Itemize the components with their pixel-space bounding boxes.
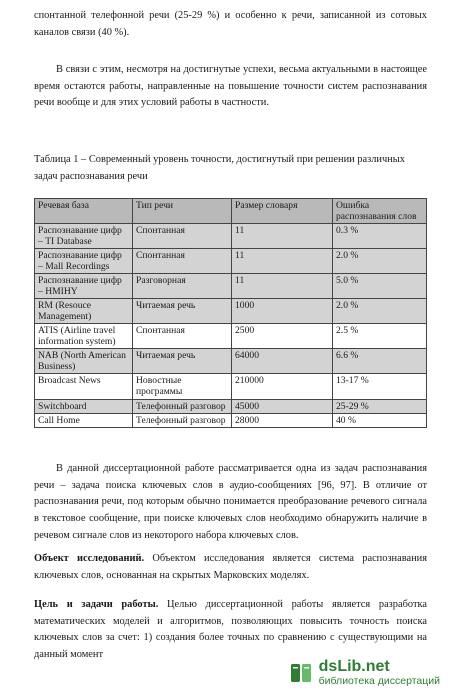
table-row [35,374,427,399]
cell-speech-type: Спонтанная [133,224,232,249]
cell-error-rate: 2.0 % [333,249,427,274]
table-row [35,413,427,427]
cell-vocab-size: 2500 [232,324,333,349]
cell-vocab-size: 11 [232,249,333,274]
header-error-rate: Ошибка распознавания слов [333,199,427,224]
cell-speech-type: Читаемая речь [133,299,232,324]
header-vocab-size: Размер словаря [232,199,333,224]
cell-error-rate: 40 % [333,413,427,427]
cell-error-rate: 5.0 % [333,274,427,299]
cell-error-rate: 6.6 % [333,349,427,374]
cell-speech-base: Распознавание цифр – TI Database [35,224,133,249]
object-text: Объектом исследования является система распознавания ключевых слов, основанная на скрытых Марковских моделях. [34,553,428,581]
cell-vocab-size: 64000 [232,349,333,374]
cell-speech-type: Телефонный разговор [133,399,232,413]
goal-text: Целью диссертационной работы является разработка математических моделей и алгоритмов, позволяющих повысить точность поиска ключевых слов за счет: 1) создания более точных по сравнению с существующими на данный момент [34,599,427,660]
cell-speech-type: Телефонный разговор [133,413,232,427]
dslib-watermark [289,659,440,687]
table-header-row [35,199,427,224]
dslib-logo-icon [289,660,315,686]
cell-vocab-size: 11 [232,274,333,299]
cell-speech-type: Разговорная [133,274,232,299]
table-row [35,324,427,349]
cell-speech-base: Распознавание цифр – HMIHY [35,274,133,299]
table-caption: Таблица 1 – Современный уровень точности, достигнутый при решении различных задач распознавания речи [34,154,405,182]
paragraph-2: В связи с этим, несмотря на достигнутые успехи, весьма актуальными в настоящее время остаются работы, направленные на повышение точности систем распознавания речи вообще и для этих условий работы в частности. [34,64,427,109]
paragraph-object [34,551,427,584]
header-speech-base: Речевая база [35,199,133,224]
paragraph-1: спонтанной телефонной речи (25-29 %) и особенно к речи, записанной из сотовых каналов связи (40 %). [34,10,427,38]
table-row [35,349,427,374]
cell-vocab-size: 45000 [232,399,333,413]
cell-speech-type: Новостные программы [133,374,232,399]
cell-error-rate: 2.5 % [333,324,427,349]
cell-vocab-size: 210000 [232,374,333,399]
table-row [35,249,427,274]
watermark-subtitle: библиотека диссертаций [318,674,440,687]
cell-error-rate: 2.0 % [333,299,427,324]
cell-speech-type: Читаемая речь [133,349,232,374]
cell-speech-base: NAB (North American Business) [35,349,133,374]
cell-vocab-size: 28000 [232,413,333,427]
cell-error-rate: 25-29 % [333,399,427,413]
cell-error-rate: 13-17 % [333,374,427,399]
cell-speech-base: Broadcast News [35,374,133,399]
goal-heading: Цель и задачи работы. [34,599,159,610]
watermark-name: dsLib.net [318,658,390,676]
table-row [35,274,427,299]
cell-speech-base: RM (Resouce Management) [35,299,133,324]
header-speech-type: Тип речи [133,199,232,224]
paragraph-3: В данной диссертационной работе рассматривается одна из задач распознавания речи – задача поиска ключевых слов в аудио-сообщениях [96, 97]. В отличие от распознавания речи, под которым обычно понимается преобразование речевого сигнала в текстовое сообщение, при поиске ключевых слов необходимо обнаружить наличие в речевом сигнале слов из некоторого набора ключевых слов. [34,463,427,541]
cell-error-rate: 0.3 % [333,224,427,249]
cell-vocab-size: 11 [232,224,333,249]
table-row [35,399,427,413]
cell-speech-base: Call Home [35,413,133,427]
cell-speech-type: Спонтанная [133,249,232,274]
object-heading: Объект исследований. [34,553,145,564]
table-row [35,224,427,249]
accuracy-table [34,198,427,428]
cell-speech-base: Распознавание цифр – Mall Recordings [35,249,133,274]
cell-vocab-size: 1000 [232,299,333,324]
cell-speech-type: Спонтанная [133,324,232,349]
cell-speech-base: ATIS (Airline travel information system) [35,324,133,349]
table-row [35,299,427,324]
cell-speech-base: Switchboard [35,399,133,413]
paragraph-goal [34,597,427,664]
